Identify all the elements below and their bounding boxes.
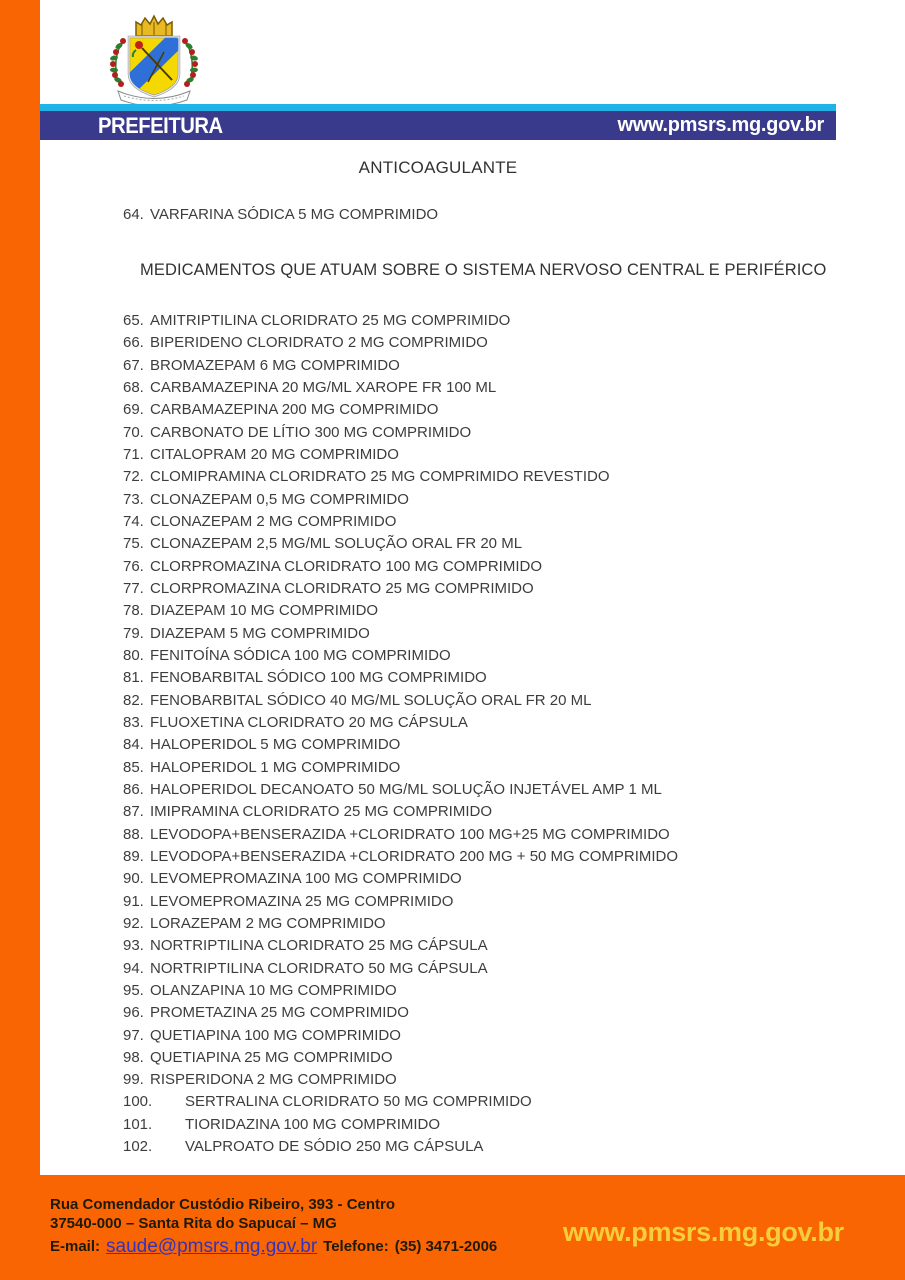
medication-item	[123, 511, 678, 533]
medication-item	[123, 980, 678, 1002]
medication-item	[123, 645, 678, 667]
item-name: VALPROATO DE SÓDIO 250 MG CÁPSULA	[185, 1138, 484, 1156]
item-number: 95.	[123, 981, 144, 999]
item-number: 75.	[123, 535, 144, 553]
item-name: FENOBARBITAL SÓDICO 100 MG COMPRIMIDO	[150, 669, 487, 687]
medication-item	[123, 533, 678, 555]
item-name: NORTRIPTILINA CLORIDRATO 25 MG CÁPSULA	[150, 937, 488, 955]
item-name: NORTRIPTILINA CLORIDRATO 50 MG CÁPSULA	[150, 959, 488, 977]
medication-item	[123, 466, 678, 488]
item-number: 91.	[123, 892, 144, 910]
section-title-sistema-nervoso: MEDICAMENTOS QUE ATUAM SOBRE O SISTEMA NERVOSO CENTRAL E PERIFÉRICO	[140, 261, 827, 279]
medication-item	[123, 1069, 678, 1091]
phone-label: Telefone:	[323, 1238, 389, 1255]
header-website-text: www.pmsrs.mg.gov.br	[617, 114, 824, 136]
header-bar	[40, 111, 836, 140]
email-label: E-mail:	[50, 1238, 101, 1255]
medication-item	[123, 1136, 678, 1158]
prefeitura-label: PREFEITURA	[98, 112, 223, 138]
item-name: FLUOXETINA CLORIDRATO 20 MG CÁPSULA	[150, 713, 468, 731]
item-name: CLORPROMAZINA CLORIDRATO 100 MG COMPRIMIDO	[150, 557, 542, 575]
phone-number: (35) 3471-2006	[394, 1238, 498, 1255]
item-name: HALOPERIDOL 1 MG COMPRIMIDO	[150, 758, 401, 776]
item-number: 88.	[123, 825, 144, 843]
medication-item	[123, 578, 678, 600]
item-number: 69.	[123, 401, 144, 419]
medication-item	[123, 712, 678, 734]
item-name: CLONAZEPAM 2 MG COMPRIMIDO	[150, 512, 397, 530]
header-cyan-stripe	[40, 104, 836, 111]
item-name: CLONAZEPAM 2,5 MG/ML SOLUÇÃO ORAL FR 20 ML	[150, 535, 523, 553]
medication-item	[123, 690, 678, 712]
medication-item	[123, 310, 678, 332]
item-number: 71.	[123, 445, 144, 463]
item-number: 79.	[123, 624, 144, 642]
item-number: 83.	[123, 713, 144, 731]
item-number: 87.	[123, 803, 144, 821]
item-name: CLONAZEPAM 0,5 MG COMPRIMIDO	[150, 490, 409, 508]
item-number: 100.	[123, 1093, 153, 1111]
item-number: 86.	[123, 780, 144, 798]
item-number: 81.	[123, 669, 144, 687]
item-number: 80.	[123, 646, 144, 664]
item-name: CLORPROMAZINA CLORIDRATO 25 MG COMPRIMIDO	[150, 579, 534, 597]
left-orange-border	[0, 0, 40, 1280]
item-name: LEVOMEPROMAZINA 100 MG COMPRIMIDO	[150, 870, 462, 888]
item-name: RISPERIDONA 2 MG COMPRIMIDO	[150, 1071, 397, 1089]
item-number: 72.	[123, 468, 144, 486]
item-name: HALOPERIDOL DECANOATO 50 MG/ML SOLUÇÃO INJETÁVEL AMP 1 ML	[150, 780, 662, 798]
medication-item	[123, 600, 678, 622]
item-name: IMIPRAMINA CLORIDRATO 25 MG COMPRIMIDO	[150, 803, 492, 821]
item-name: CARBAMAZEPINA 20 MG/ML XAROPE FR 100 ML	[150, 378, 497, 396]
medication-item	[123, 489, 678, 511]
medication-item	[123, 422, 678, 444]
item-number: 99.	[123, 1071, 144, 1089]
section-title-anticoagulante: ANTICOAGULANTE	[358, 158, 518, 177]
medication-item	[123, 958, 678, 980]
item-name: OLANZAPINA 10 MG COMPRIMIDO	[150, 981, 397, 999]
item-number: 76.	[123, 557, 144, 575]
medication-item	[123, 734, 678, 756]
item-number: 82.	[123, 691, 144, 709]
medication-item	[123, 935, 678, 957]
item-name: CLOMIPRAMINA CLORIDRATO 25 MG COMPRIMIDO REVESTIDO	[150, 468, 610, 486]
medication-item	[123, 355, 678, 377]
medication-item	[123, 377, 678, 399]
item-name: TIORIDAZINA 100 MG COMPRIMIDO	[185, 1115, 441, 1133]
medication-item	[123, 913, 678, 935]
footer-address-block	[50, 1195, 497, 1256]
item-number: 74.	[123, 512, 144, 530]
coat-of-arms-icon	[98, 12, 210, 108]
item-number: 68.	[123, 378, 144, 396]
item-name: QUETIAPINA 25 MG COMPRIMIDO	[150, 1048, 393, 1066]
email-link[interactable]: saude@pmsrs.mg.gov.br	[106, 1236, 318, 1257]
item-name: LEVODOPA+BENSERAZIDA +CLORIDRATO 200 MG + 50 MG COMPRIMIDO	[150, 847, 679, 865]
medication-item	[123, 667, 678, 689]
item-number: 84.	[123, 736, 144, 754]
item-number: 90.	[123, 870, 144, 888]
item-name: LORAZEPAM 2 MG COMPRIMIDO	[150, 914, 386, 932]
medication-item	[123, 891, 678, 913]
medication-item	[123, 868, 678, 890]
item-number: 98.	[123, 1048, 144, 1066]
item-number: 64.	[123, 206, 144, 223]
footer-address-line1: Rua Comendador Custódio Ribeiro, 393 - Centro	[50, 1196, 396, 1213]
medication-item	[123, 1091, 678, 1113]
item-number: 73.	[123, 490, 144, 508]
medication-item	[123, 779, 678, 801]
item-number: 101.	[123, 1115, 153, 1133]
item-number: 85.	[123, 758, 144, 776]
footer-contact-line	[50, 1237, 497, 1256]
item-name: VARFARINA SÓDICA 5 MG COMPRIMIDO	[150, 206, 439, 223]
item-number: 92.	[123, 914, 144, 932]
footer-address-line2: 37540-000 – Santa Rita do Sapucaí – MG	[50, 1215, 337, 1232]
item-name: DIAZEPAM 10 MG COMPRIMIDO	[150, 602, 379, 620]
item-number: 65.	[123, 312, 144, 329]
item-number: 66.	[123, 334, 144, 352]
medication-item	[123, 1002, 678, 1024]
medication-item	[123, 623, 678, 645]
item-name: HALOPERIDOL 5 MG COMPRIMIDO	[150, 736, 401, 754]
medication-list	[123, 310, 678, 1158]
item-name: FENITOÍNA SÓDICA 100 MG COMPRIMIDO	[150, 646, 451, 664]
medication-item	[123, 846, 678, 868]
item-name: CARBONATO DE LÍTIO 300 MG COMPRIMIDO	[150, 423, 472, 441]
item-name: QUETIAPINA 100 MG COMPRIMIDO	[150, 1026, 401, 1044]
item-name: CARBAMAZEPINA 200 MG COMPRIMIDO	[150, 401, 439, 419]
item-name: BIPERIDENO CLORIDRATO 2 MG COMPRIMIDO	[150, 334, 488, 352]
item-number: 102.	[123, 1138, 153, 1156]
item-number: 89.	[123, 847, 144, 865]
medication-item	[123, 824, 678, 846]
item-number: 97.	[123, 1026, 144, 1044]
item-number: 77.	[123, 579, 144, 597]
medication-item	[123, 1025, 678, 1047]
item-name: PROMETAZINA 25 MG COMPRIMIDO	[150, 1004, 409, 1022]
footer	[0, 1175, 905, 1280]
medication-item	[123, 332, 678, 354]
item-name: CITALOPRAM 20 MG COMPRIMIDO	[150, 445, 399, 463]
medication-item	[123, 801, 678, 823]
item-number: 67.	[123, 356, 144, 374]
item-name: SERTRALINA CLORIDRATO 50 MG COMPRIMIDO	[185, 1093, 532, 1111]
item-name: DIAZEPAM 5 MG COMPRIMIDO	[150, 624, 370, 642]
footer-website-text: www.pmsrs.mg.gov.br	[563, 1217, 844, 1247]
item-name: FENOBARBITAL SÓDICO 40 MG/ML SOLUÇÃO ORAL FR 20 ML	[150, 691, 592, 709]
item-number: 70.	[123, 423, 144, 441]
medication-item	[123, 444, 678, 466]
item-number: 78.	[123, 602, 144, 620]
medication-item	[123, 1114, 678, 1136]
item-number: 94.	[123, 959, 144, 977]
medication-item	[123, 556, 678, 578]
item-name: LEVODOPA+BENSERAZIDA +CLORIDRATO 100 MG+25 MG COMPRIMIDO	[150, 825, 670, 843]
item-number: 93.	[123, 937, 144, 955]
item-name: BROMAZEPAM 6 MG COMPRIMIDO	[150, 356, 400, 374]
item-name: LEVOMEPROMAZINA 25 MG COMPRIMIDO	[150, 892, 454, 910]
medication-item-64	[123, 206, 438, 223]
medication-item	[123, 399, 678, 421]
medication-item	[123, 1047, 678, 1069]
medication-item	[123, 757, 678, 779]
item-name: AMITRIPTILINA CLORIDRATO 25 MG COMPRIMIDO	[150, 312, 511, 329]
item-number: 96.	[123, 1004, 144, 1022]
